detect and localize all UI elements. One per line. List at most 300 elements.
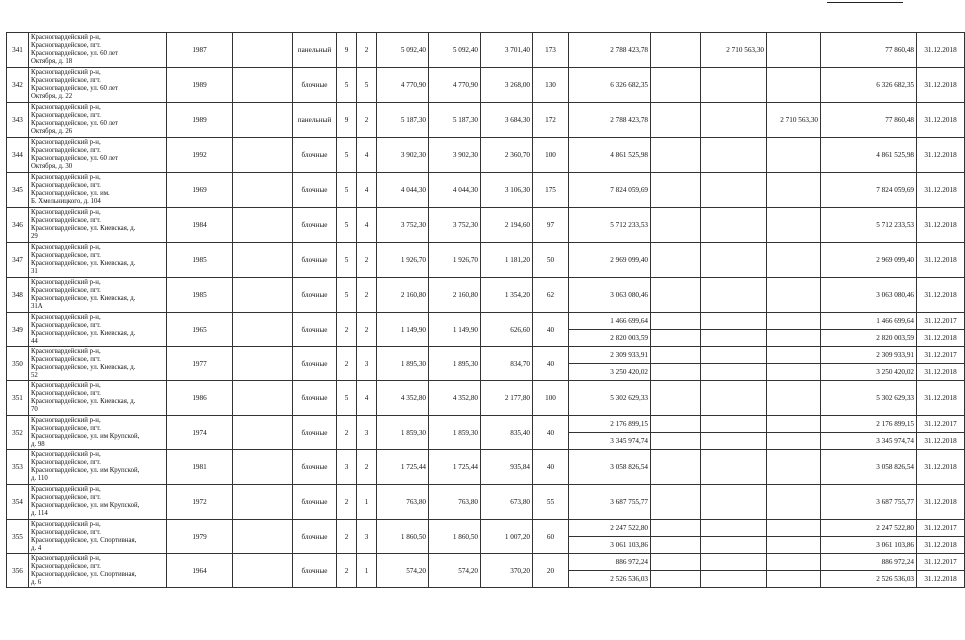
area-total-cell: 1 859,30 (377, 416, 429, 450)
row-number: 351 (7, 381, 29, 416)
table-row (7, 554, 965, 571)
fund-cell-2 (767, 313, 821, 330)
housing-register-table (6, 32, 965, 588)
date-cell: 31.12.2017 (917, 313, 965, 330)
wall-material-cell: блочные (293, 208, 337, 243)
total-cell: 3 063 080,46 (821, 278, 917, 313)
area-living-cell: 2 360,70 (481, 138, 533, 173)
cost-cell: 886 972,24 (569, 554, 651, 571)
residents-cell: 173 (533, 33, 569, 68)
fund-cell-1 (701, 208, 767, 243)
fund-cell-1: 2 710 563,30 (701, 33, 767, 68)
table-row (7, 450, 965, 485)
floors-cell: 5 (337, 68, 357, 103)
total-cell: 3 345 974,74 (821, 433, 917, 450)
entrances-cell: 3 (357, 347, 377, 381)
fund-cell-1 (701, 313, 767, 330)
spacer-cell (233, 208, 293, 243)
floors-cell: 2 (337, 520, 357, 554)
table-row (7, 138, 965, 173)
entrances-cell: 4 (357, 138, 377, 173)
row-number: 342 (7, 68, 29, 103)
area-common-cell: 5 092,40 (429, 33, 481, 68)
area-total-cell: 4 352,80 (377, 381, 429, 416)
area-total-cell: 1 725,44 (377, 450, 429, 485)
fund-cell-1 (701, 485, 767, 520)
row-number: 345 (7, 173, 29, 208)
spacer-cell (651, 554, 701, 571)
residents-cell: 175 (533, 173, 569, 208)
address-cell: Красногвардейский р-н, Красногвардейское, пгт. Красногвардейское, ул. Спортивная, д. 4 (29, 520, 167, 554)
spacer-cell (233, 103, 293, 138)
spacer-cell (651, 208, 701, 243)
cost-cell: 2 788 423,78 (569, 33, 651, 68)
area-common-cell: 1 859,30 (429, 416, 481, 450)
total-cell: 886 972,24 (821, 554, 917, 571)
spacer-cell (233, 450, 293, 485)
fund-cell-2 (767, 243, 821, 278)
total-cell: 2 309 933,91 (821, 347, 917, 364)
fund-cell-2 (767, 520, 821, 537)
entrances-cell: 4 (357, 381, 377, 416)
year-cell: 1969 (167, 173, 233, 208)
fund-cell-2 (767, 571, 821, 588)
cost-cell: 5 712 233,53 (569, 208, 651, 243)
cost-cell: 2 526 536,03 (569, 571, 651, 588)
row-number: 356 (7, 554, 29, 588)
area-common-cell: 1 725,44 (429, 450, 481, 485)
entrances-cell: 2 (357, 103, 377, 138)
total-cell: 3 250 420,02 (821, 364, 917, 381)
table-row (7, 520, 965, 537)
total-cell: 3 061 103,86 (821, 537, 917, 554)
date-cell: 31.12.2018 (917, 571, 965, 588)
area-common-cell: 5 187,30 (429, 103, 481, 138)
area-total-cell: 1 895,30 (377, 347, 429, 381)
area-total-cell: 5 187,30 (377, 103, 429, 138)
fund-cell-2 (767, 364, 821, 381)
address-cell: Красногвардейский р-н, Красногвардейское, пгт. Красногвардейское, ул. Киевская, д. 31 (29, 243, 167, 278)
spacer-cell (233, 278, 293, 313)
date-cell: 31.12.2018 (917, 450, 965, 485)
date-cell: 31.12.2018 (917, 381, 965, 416)
year-cell: 1985 (167, 278, 233, 313)
fund-cell-1 (701, 537, 767, 554)
area-common-cell: 4 770,90 (429, 68, 481, 103)
residents-cell: 100 (533, 138, 569, 173)
area-common-cell: 574,20 (429, 554, 481, 588)
residents-cell: 60 (533, 520, 569, 554)
wall-material-cell: блочные (293, 416, 337, 450)
row-number: 346 (7, 208, 29, 243)
year-cell: 1964 (167, 554, 233, 588)
table-row (7, 173, 965, 208)
fund-cell-1 (701, 347, 767, 364)
cost-cell: 2 247 522,80 (569, 520, 651, 537)
spacer-cell (651, 313, 701, 330)
spacer-cell (651, 173, 701, 208)
date-cell: 31.12.2018 (917, 33, 965, 68)
total-cell: 6 326 682,35 (821, 68, 917, 103)
spacer-cell (233, 138, 293, 173)
row-number: 348 (7, 278, 29, 313)
fund-cell-2 (767, 68, 821, 103)
wall-material-cell: панельный (293, 33, 337, 68)
date-cell: 31.12.2018 (917, 537, 965, 554)
entrances-cell: 4 (357, 173, 377, 208)
spacer-cell (651, 433, 701, 450)
total-cell: 2 247 522,80 (821, 520, 917, 537)
total-cell: 77 860,48 (821, 103, 917, 138)
fund-cell-2 (767, 381, 821, 416)
fund-cell-1 (701, 243, 767, 278)
residents-cell: 100 (533, 381, 569, 416)
area-living-cell: 2 177,80 (481, 381, 533, 416)
fund-cell-1 (701, 364, 767, 381)
entrances-cell: 2 (357, 278, 377, 313)
cost-cell: 4 861 525,98 (569, 138, 651, 173)
wall-material-cell: блочные (293, 381, 337, 416)
spacer-cell (233, 313, 293, 347)
spacer-cell (651, 571, 701, 588)
spacer-cell (651, 33, 701, 68)
table-row (7, 103, 965, 138)
year-cell: 1977 (167, 347, 233, 381)
total-cell: 1 466 699,64 (821, 313, 917, 330)
table-row (7, 381, 965, 416)
area-common-cell: 4 352,80 (429, 381, 481, 416)
address-cell: Красногвардейский р-н, Красногвардейское, пгт. Красногвардейское, ул. 60 лет Октября, д. 18 (29, 33, 167, 68)
spacer-cell (233, 347, 293, 381)
floors-cell: 5 (337, 381, 357, 416)
year-cell: 1986 (167, 381, 233, 416)
fund-cell-2 (767, 138, 821, 173)
area-total-cell: 1 149,90 (377, 313, 429, 347)
row-number: 353 (7, 450, 29, 485)
area-common-cell: 1 860,50 (429, 520, 481, 554)
spacer-cell (651, 243, 701, 278)
area-living-cell: 673,80 (481, 485, 533, 520)
fund-cell-2 (767, 330, 821, 347)
address-cell: Красногвардейский р-н, Красногвардейское, пгт. Красногвардейское, ул. им Крупской, д. 110 (29, 450, 167, 485)
wall-material-cell: блочные (293, 347, 337, 381)
table-row (7, 208, 965, 243)
total-cell: 4 861 525,98 (821, 138, 917, 173)
table-row (7, 485, 965, 520)
entrances-cell: 1 (357, 485, 377, 520)
wall-material-cell: блочные (293, 450, 337, 485)
header-rule (827, 2, 903, 3)
fund-cell-1 (701, 138, 767, 173)
table-body (7, 33, 965, 588)
cost-cell: 2 788 423,78 (569, 103, 651, 138)
entrances-cell: 3 (357, 416, 377, 450)
total-cell: 77 860,48 (821, 33, 917, 68)
wall-material-cell: блочные (293, 68, 337, 103)
area-living-cell: 935,84 (481, 450, 533, 485)
cost-cell: 2 176 899,15 (569, 416, 651, 433)
spacer-cell (651, 364, 701, 381)
spacer-cell (651, 537, 701, 554)
date-cell: 31.12.2018 (917, 485, 965, 520)
spacer-cell (651, 103, 701, 138)
residents-cell: 20 (533, 554, 569, 588)
table-row (7, 313, 965, 330)
floors-cell: 3 (337, 450, 357, 485)
area-common-cell: 2 160,80 (429, 278, 481, 313)
area-living-cell: 3 684,30 (481, 103, 533, 138)
spacer-cell (651, 485, 701, 520)
fund-cell-2 (767, 433, 821, 450)
row-number: 355 (7, 520, 29, 554)
year-cell: 1965 (167, 313, 233, 347)
floors-cell: 5 (337, 138, 357, 173)
cost-cell: 5 302 629,33 (569, 381, 651, 416)
floors-cell: 5 (337, 208, 357, 243)
fund-cell-2 (767, 173, 821, 208)
cost-cell: 3 061 103,86 (569, 537, 651, 554)
table-row (7, 68, 965, 103)
spacer-cell (651, 330, 701, 347)
total-cell: 7 824 059,69 (821, 173, 917, 208)
date-cell: 31.12.2018 (917, 243, 965, 278)
spacer-cell (233, 68, 293, 103)
spacer-cell (651, 68, 701, 103)
residents-cell: 40 (533, 450, 569, 485)
spacer-cell (651, 278, 701, 313)
date-cell: 31.12.2018 (917, 433, 965, 450)
spacer-cell (651, 520, 701, 537)
total-cell: 2 820 003,59 (821, 330, 917, 347)
area-common-cell: 4 044,30 (429, 173, 481, 208)
fund-cell-1 (701, 520, 767, 537)
floors-cell: 5 (337, 173, 357, 208)
date-cell: 31.12.2018 (917, 364, 965, 381)
entrances-cell: 2 (357, 313, 377, 347)
floors-cell: 2 (337, 313, 357, 347)
cost-cell: 3 345 974,74 (569, 433, 651, 450)
row-number: 347 (7, 243, 29, 278)
spacer-cell (233, 243, 293, 278)
residents-cell: 40 (533, 416, 569, 450)
date-cell: 31.12.2018 (917, 173, 965, 208)
spacer-cell (651, 138, 701, 173)
wall-material-cell: блочные (293, 485, 337, 520)
table-row (7, 416, 965, 433)
fund-cell-2 (767, 416, 821, 433)
area-total-cell: 3 752,30 (377, 208, 429, 243)
year-cell: 1989 (167, 103, 233, 138)
area-living-cell: 626,60 (481, 313, 533, 347)
floors-cell: 5 (337, 278, 357, 313)
spacer-cell (233, 520, 293, 554)
area-total-cell: 1 860,50 (377, 520, 429, 554)
floors-cell: 2 (337, 485, 357, 520)
year-cell: 1981 (167, 450, 233, 485)
cost-cell: 3 250 420,02 (569, 364, 651, 381)
fund-cell-2 (767, 554, 821, 571)
residents-cell: 40 (533, 313, 569, 347)
fund-cell-1 (701, 103, 767, 138)
year-cell: 1972 (167, 485, 233, 520)
year-cell: 1987 (167, 33, 233, 68)
address-cell: Красногвардейский р-н, Красногвардейское, пгт. Красногвардейское, ул. 60 лет Октября, д. 30 (29, 138, 167, 173)
entrances-cell: 2 (357, 243, 377, 278)
date-cell: 31.12.2017 (917, 520, 965, 537)
residents-cell: 62 (533, 278, 569, 313)
area-common-cell: 3 752,30 (429, 208, 481, 243)
area-total-cell: 574,20 (377, 554, 429, 588)
area-common-cell: 3 902,30 (429, 138, 481, 173)
spacer-cell (651, 381, 701, 416)
area-living-cell: 1 354,20 (481, 278, 533, 313)
table-row (7, 33, 965, 68)
date-cell: 31.12.2018 (917, 278, 965, 313)
year-cell: 1974 (167, 416, 233, 450)
row-number: 352 (7, 416, 29, 450)
cost-cell: 3 063 080,46 (569, 278, 651, 313)
date-cell: 31.12.2018 (917, 103, 965, 138)
area-total-cell: 2 160,80 (377, 278, 429, 313)
residents-cell: 50 (533, 243, 569, 278)
area-living-cell: 835,40 (481, 416, 533, 450)
area-living-cell: 3 268,00 (481, 68, 533, 103)
spacer-cell (233, 33, 293, 68)
floors-cell: 9 (337, 33, 357, 68)
year-cell: 1979 (167, 520, 233, 554)
address-cell: Красногвардейский р-н, Красногвардейское, пгт. Красногвардейское, ул. Спортивная, д. 6 (29, 554, 167, 588)
address-cell: Красногвардейский р-н, Красногвардейское, пгт. Красногвардейское, ул. Киевская, д. 44 (29, 313, 167, 347)
total-cell: 2 176 899,15 (821, 416, 917, 433)
date-cell: 31.12.2018 (917, 68, 965, 103)
address-cell: Красногвардейский р-н, Красногвардейское, пгт. Красногвардейское, ул. Киевская, д. 52 (29, 347, 167, 381)
total-cell: 2 969 099,40 (821, 243, 917, 278)
cost-cell: 1 466 699,64 (569, 313, 651, 330)
year-cell: 1989 (167, 68, 233, 103)
address-cell: Красногвардейский р-н, Красногвардейское, пгт. Красногвардейское, ул. Киевская, д. 31А (29, 278, 167, 313)
area-living-cell: 3 701,40 (481, 33, 533, 68)
area-living-cell: 2 194,60 (481, 208, 533, 243)
wall-material-cell: блочные (293, 278, 337, 313)
cost-cell: 6 326 682,35 (569, 68, 651, 103)
row-number: 349 (7, 313, 29, 347)
table-row (7, 347, 965, 364)
address-cell: Красногвардейский р-н, Красногвардейское, пгт. Красногвардейское, ул. им Крупской, д. 114 (29, 485, 167, 520)
area-living-cell: 370,20 (481, 554, 533, 588)
total-cell: 5 712 233,53 (821, 208, 917, 243)
residents-cell: 40 (533, 347, 569, 381)
floors-cell: 5 (337, 243, 357, 278)
row-number: 350 (7, 347, 29, 381)
fund-cell-2 (767, 33, 821, 68)
entrances-cell: 4 (357, 208, 377, 243)
cost-cell: 2 309 933,91 (569, 347, 651, 364)
entrances-cell: 2 (357, 450, 377, 485)
area-total-cell: 4 044,30 (377, 173, 429, 208)
fund-cell-1 (701, 381, 767, 416)
address-cell: Красногвардейский р-н, Красногвардейское, пгт. Красногвардейское, ул. им Крупской, д. 98 (29, 416, 167, 450)
address-cell: Красногвардейский р-н, Красногвардейское, пгт. Красногвардейское, ул. им. Б. Хмельницкого, д. 104 (29, 173, 167, 208)
area-common-cell: 1 895,30 (429, 347, 481, 381)
spacer-cell (651, 347, 701, 364)
fund-cell-2: 2 710 563,30 (767, 103, 821, 138)
cost-cell: 2 969 099,40 (569, 243, 651, 278)
entrances-cell: 1 (357, 554, 377, 588)
spacer-cell (233, 416, 293, 450)
total-cell: 2 526 536,03 (821, 571, 917, 588)
wall-material-cell: блочные (293, 173, 337, 208)
total-cell: 3 058 826,54 (821, 450, 917, 485)
date-cell: 31.12.2017 (917, 416, 965, 433)
date-cell: 31.12.2017 (917, 347, 965, 364)
fund-cell-2 (767, 208, 821, 243)
fund-cell-2 (767, 450, 821, 485)
row-number: 341 (7, 33, 29, 68)
spacer-cell (233, 485, 293, 520)
area-total-cell: 763,80 (377, 485, 429, 520)
area-living-cell: 1 007,20 (481, 520, 533, 554)
fund-cell-1 (701, 68, 767, 103)
residents-cell: 97 (533, 208, 569, 243)
fund-cell-2 (767, 537, 821, 554)
fund-cell-1 (701, 330, 767, 347)
residents-cell: 130 (533, 68, 569, 103)
floors-cell: 2 (337, 416, 357, 450)
entrances-cell: 2 (357, 33, 377, 68)
fund-cell-1 (701, 416, 767, 433)
wall-material-cell: блочные (293, 554, 337, 588)
total-cell: 5 302 629,33 (821, 381, 917, 416)
entrances-cell: 3 (357, 520, 377, 554)
cost-cell: 2 820 003,59 (569, 330, 651, 347)
date-cell: 31.12.2017 (917, 554, 965, 571)
floors-cell: 9 (337, 103, 357, 138)
total-cell: 3 687 755,77 (821, 485, 917, 520)
fund-cell-1 (701, 278, 767, 313)
area-common-cell: 763,80 (429, 485, 481, 520)
fund-cell-2 (767, 347, 821, 364)
fund-cell-1 (701, 571, 767, 588)
fund-cell-1 (701, 433, 767, 450)
fund-cell-1 (701, 450, 767, 485)
address-cell: Красногвардейский р-н, Красногвардейское, пгт. Красногвардейское, ул. 60 лет Октября, д. 22 (29, 68, 167, 103)
fund-cell-2 (767, 278, 821, 313)
address-cell: Красногвардейский р-н, Красногвардейское, пгт. Красногвардейское, ул. Киевская, д. 29 (29, 208, 167, 243)
area-common-cell: 1 926,70 (429, 243, 481, 278)
wall-material-cell: блочные (293, 520, 337, 554)
entrances-cell: 5 (357, 68, 377, 103)
area-common-cell: 1 149,90 (429, 313, 481, 347)
area-total-cell: 3 902,30 (377, 138, 429, 173)
wall-material-cell: блочные (293, 313, 337, 347)
year-cell: 1985 (167, 243, 233, 278)
spacer-cell (233, 173, 293, 208)
fund-cell-1 (701, 554, 767, 571)
year-cell: 1992 (167, 138, 233, 173)
wall-material-cell: панельный (293, 103, 337, 138)
area-living-cell: 3 106,30 (481, 173, 533, 208)
row-number: 343 (7, 103, 29, 138)
date-cell: 31.12.2018 (917, 208, 965, 243)
area-living-cell: 1 181,20 (481, 243, 533, 278)
area-living-cell: 834,70 (481, 347, 533, 381)
cost-cell: 3 058 826,54 (569, 450, 651, 485)
area-total-cell: 1 926,70 (377, 243, 429, 278)
address-cell: Красногвардейский р-н, Красногвардейское, пгт. Красногвардейское, ул. Киевская, д. 70 (29, 381, 167, 416)
table-row (7, 278, 965, 313)
spacer-cell (651, 450, 701, 485)
fund-cell-2 (767, 485, 821, 520)
